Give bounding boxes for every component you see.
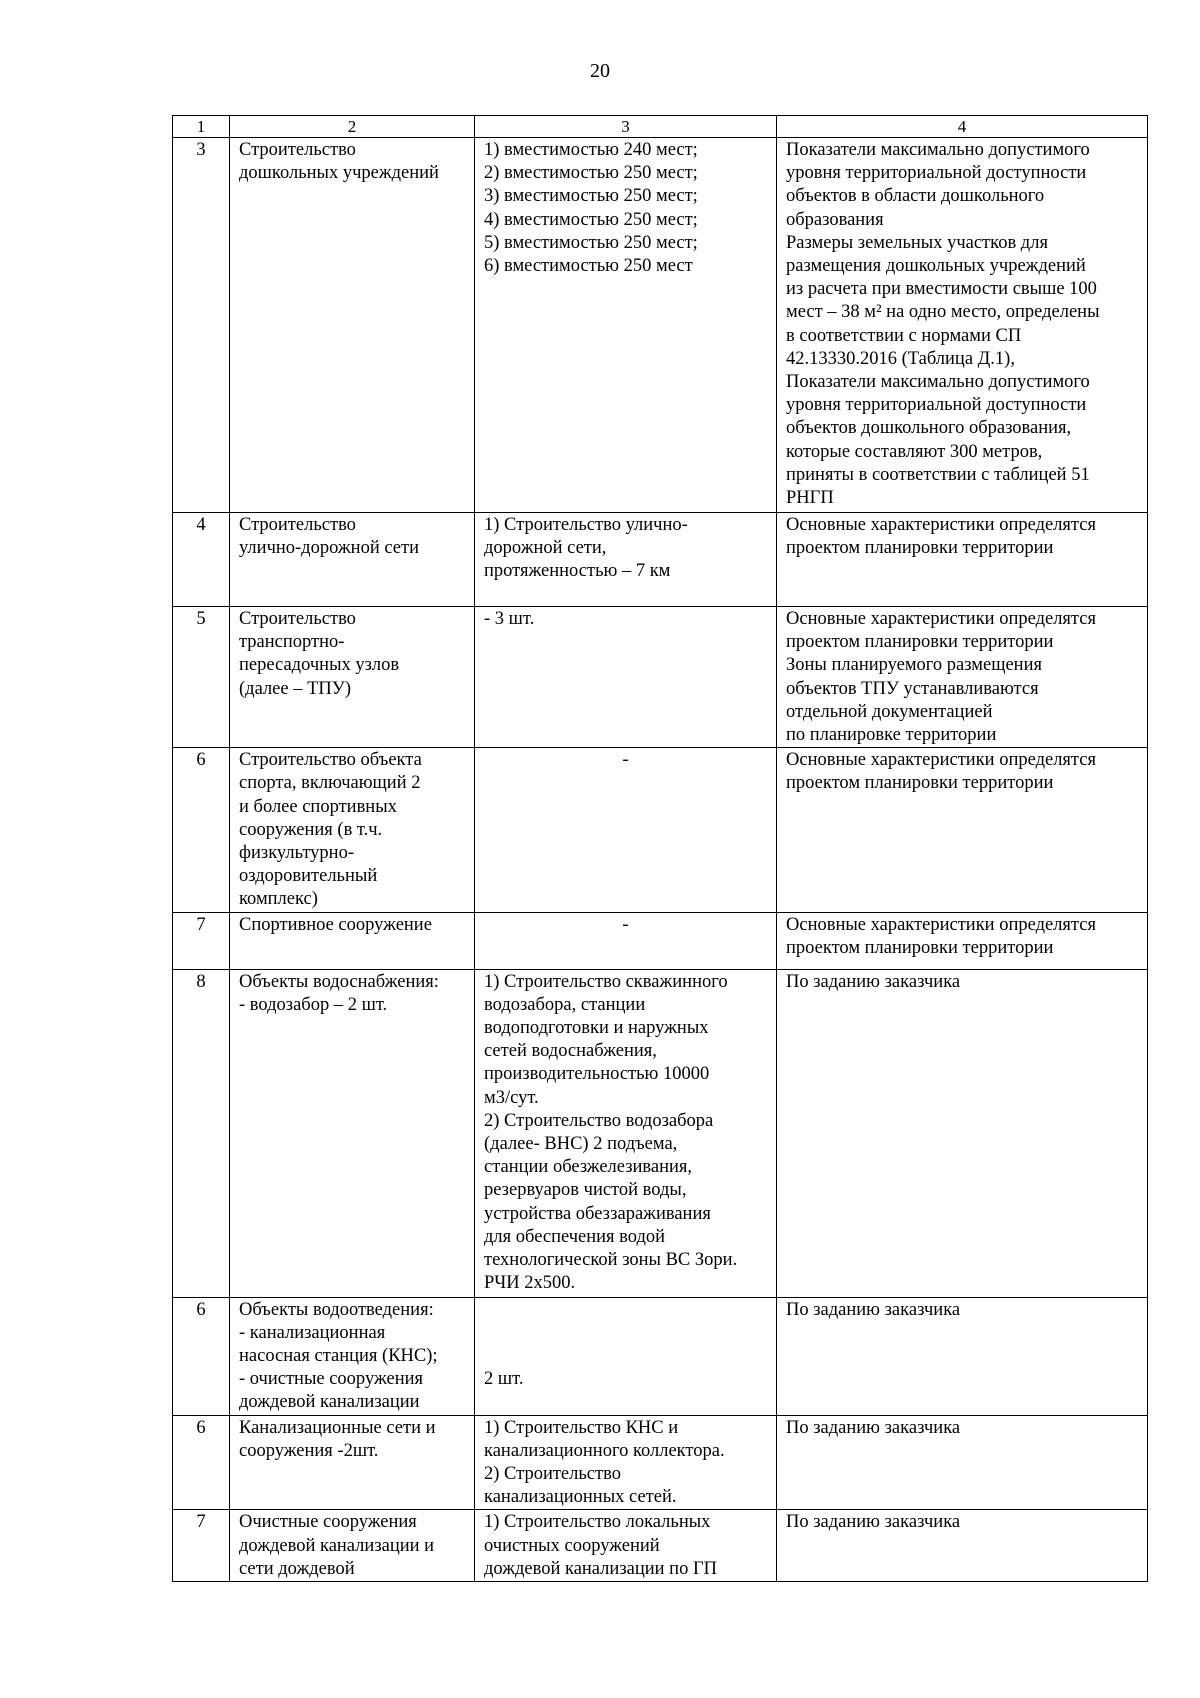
object-name-cell-line: транспортно- (239, 632, 345, 653)
notes-cell-line: уровня территориальной доступности (786, 163, 1087, 184)
object-name-cell-line: пересадочных узлов (239, 655, 400, 676)
object-name-cell-line: дождевой канализации и (239, 1535, 435, 1556)
parameters-cell-line: (далее- ВНС) 2 подъема, (484, 1134, 678, 1155)
notes-cell-line: Показатели максимально допустимого (786, 372, 1090, 393)
object-name-cell-line: Объекты водоотведения: (239, 1299, 434, 1320)
parameters-cell-line: 3) вместимостью 250 мест; (484, 186, 698, 207)
notes-cell-line: проектом планировки территории (786, 773, 1054, 794)
parameters-cell-line: 1) Строительство КНС и (484, 1417, 679, 1438)
parameters-cell-line: 2) Строительство водозабора (484, 1110, 714, 1131)
parameters-cell-line: устройства обеззараживания (484, 1203, 711, 1224)
table-row (173, 1297, 1148, 1415)
notes-cell (777, 513, 1148, 607)
notes-cell-line: проектом планировки территории (786, 937, 1054, 958)
parameters-cell (475, 969, 777, 1297)
parameters-cell-line: для обеспечения водой (484, 1226, 666, 1247)
notes-cell-line: объектов ТПУ устанавливаются (786, 678, 1039, 699)
table-row (173, 1415, 1148, 1510)
object-name-cell-line: Объекты водоснабжения: (239, 971, 439, 992)
parameters-cell-line: - (622, 914, 629, 935)
parameters-cell-line: 6) вместимостью 250 мест (484, 256, 693, 277)
object-name-cell-line: физкультурно- (239, 843, 354, 864)
parameters-cell (475, 513, 777, 607)
object-name-cell (230, 969, 475, 1297)
parameters-cell-line: 1) Строительство скважинного (484, 971, 728, 992)
object-name-cell-line: сети дождевой (239, 1558, 355, 1579)
parameters-cell-line: очистных сооружений (484, 1535, 660, 1556)
parameters-cell-line: производительностью 10000 (484, 1064, 710, 1085)
notes-cell-line: Основные характеристики определятся (786, 914, 1096, 935)
parameters-cell (475, 748, 777, 912)
object-name-cell-line: спорта, включающий 2 (239, 773, 421, 794)
parameters-cell-line: дождевой канализации по ГП (484, 1558, 717, 1579)
notes-cell (777, 912, 1148, 969)
notes-cell-line: По заданию заказчика (786, 971, 961, 992)
notes-cell-line: уровня территориальной доступности (786, 395, 1087, 416)
object-name-cell-line: - очистные сооружения (239, 1369, 424, 1390)
notes-cell-line: по планировке территории (786, 725, 997, 746)
row-number-cell: 6 (173, 1297, 230, 1415)
object-name-cell-line: и более спортивных (239, 796, 397, 817)
row-number-cell: 5 (173, 607, 230, 748)
parameters-cell-line: протяженностью – 7 км (484, 561, 671, 582)
object-name-cell-line: Строительство (239, 609, 356, 629)
object-name-cell-line: - водозабор – 2 шт. (239, 994, 388, 1015)
object-name-cell-line: насосная станция (КНС); (239, 1346, 438, 1367)
notes-cell (777, 1510, 1148, 1582)
object-name-cell-line: Очистные сооружения (239, 1512, 417, 1533)
notes-cell-line: Основные характеристики определятся (786, 750, 1096, 771)
notes-cell-line: 42.13330.2016 (Таблица Д.1), (786, 348, 1015, 369)
notes-cell (777, 1415, 1148, 1510)
object-name-cell-line: - канализационная (239, 1322, 386, 1343)
row-number-cell: 7 (173, 912, 230, 969)
object-name-cell (230, 1510, 475, 1582)
object-name-cell-line: дождевой канализации (239, 1392, 420, 1413)
parameters-cell-line: - (622, 750, 629, 771)
row-number-cell: 6 (173, 1415, 230, 1510)
notes-cell-line: РНГП (786, 488, 834, 509)
row-number-cell: 6 (173, 748, 230, 912)
notes-cell-line: мест – 38 м² на одно место, определены (786, 302, 1100, 323)
notes-cell (777, 748, 1148, 912)
notes-cell-line: в соответствии с нормами СП (786, 325, 1022, 346)
object-name-cell (230, 513, 475, 607)
notes-cell (777, 138, 1148, 513)
object-name-cell (230, 1415, 475, 1510)
row-number-cell: 8 (173, 969, 230, 1297)
notes-cell (777, 1297, 1148, 1415)
header-cell-2: 2 (230, 116, 475, 138)
notes-cell-line: Основные характеристики определятся (786, 515, 1096, 535)
notes-cell-line: объектов в области дошкольного (786, 186, 1045, 207)
notes-cell-line: По заданию заказчика (786, 1512, 961, 1533)
row-number-cell: 7 (173, 1510, 230, 1582)
notes-cell (777, 607, 1148, 748)
parameters-cell-line: 1) Строительство улично- (484, 515, 688, 535)
parameters-cell-line: канализационного коллектора. (484, 1440, 725, 1461)
parameters-cell-line: станции обезжелезивания, (484, 1157, 693, 1178)
header-cell-4: 4 (777, 116, 1148, 138)
parameters-cell (475, 607, 777, 748)
notes-cell-line: Размеры земельных участков для (786, 232, 1048, 253)
parameters-cell (475, 1415, 777, 1510)
parameters-cell-line: РЧИ 2х500. (484, 1273, 576, 1294)
object-name-cell-line: Строительство (239, 515, 356, 535)
notes-cell-line: размещения дошкольных учреждений (786, 256, 1086, 277)
notes-cell-line: отдельной документацией (786, 701, 993, 722)
parameters-cell-line: 1) вместимостью 240 мест; (484, 140, 698, 160)
parameters-cell-line: - 3 шт. (484, 609, 535, 629)
notes-cell-line: Показатели максимально допустимого (786, 140, 1090, 160)
object-name-cell-line: Строительство (239, 140, 356, 160)
notes-cell-line: Зоны планируемого размещения (786, 655, 1042, 676)
parameters-cell-line: 2) Строительство (484, 1464, 621, 1485)
notes-cell-line: образования (786, 209, 884, 230)
parameters-cell-line: 2) вместимостью 250 мест; (484, 163, 698, 184)
header-cell-1: 1 (173, 116, 230, 138)
table-row (173, 138, 1148, 513)
parameters-cell-line: водозабора, станции (484, 994, 646, 1015)
row-number-cell: 4 (173, 513, 230, 607)
table-row (173, 513, 1148, 607)
object-name-cell-line: Строительство объекта (239, 750, 422, 771)
notes-cell-line: По заданию заказчика (786, 1417, 961, 1438)
parameters-cell (475, 138, 777, 513)
parameters-cell-line: технологической зоны ВС Зори. (484, 1250, 738, 1271)
object-name-cell-line: (далее – ТПУ) (239, 678, 352, 699)
parameters-cell-line: сетей водоснабжения, (484, 1041, 657, 1062)
row-number-cell: 3 (173, 138, 230, 513)
parameters-cell-line: дорожной сети, (484, 538, 607, 559)
notes-cell (777, 969, 1148, 1297)
object-name-cell-line: сооружения -2шт. (239, 1440, 379, 1461)
object-name-cell-line: улично-дорожной сети (239, 538, 419, 559)
parameters-cell (475, 912, 777, 969)
notes-cell-line: По заданию заказчика (786, 1299, 961, 1320)
object-name-cell (230, 1297, 475, 1415)
object-name-cell-line: сооружения (в т.ч. (239, 819, 383, 840)
parameters-cell-line: 5) вместимостью 250 мест; (484, 232, 698, 253)
parameters-cell-line: м3/сут. (484, 1087, 539, 1108)
parameters-cell-line: канализационных сетей. (484, 1487, 677, 1508)
object-name-cell (230, 138, 475, 513)
table-row (173, 1510, 1148, 1582)
notes-cell-line: Основные характеристики определятся (786, 609, 1096, 629)
table-row (173, 748, 1148, 912)
notes-cell-line: приняты в соответствии с таблицей 51 (786, 464, 1090, 485)
object-name-cell-line: Спортивное сооружение (239, 914, 432, 935)
table-row (173, 607, 1148, 748)
object-name-cell (230, 912, 475, 969)
parameters-cell-line: водоподготовки и наружных (484, 1018, 709, 1039)
notes-cell-line: объектов дошкольного образования, (786, 418, 1072, 439)
object-name-cell-line: дошкольных учреждений (239, 163, 439, 184)
header-cell-3: 3 (475, 116, 777, 138)
object-name-cell-line: Канализационные сети и (239, 1417, 436, 1438)
parameters-cell (475, 1510, 777, 1582)
object-name-cell-line: оздоровительный (239, 866, 378, 887)
notes-cell-line: проектом планировки территории (786, 632, 1054, 653)
notes-cell-line: из расчета при вместимости свыше 100 (786, 279, 1097, 300)
notes-cell-line: проектом планировки территории (786, 538, 1054, 559)
object-name-cell (230, 607, 475, 748)
notes-cell-line: которые составляют 300 метров, (786, 441, 1043, 462)
object-name-cell (230, 748, 475, 912)
table-row (173, 969, 1148, 1297)
table-row (173, 912, 1148, 969)
parameters-cell-line: резервуаров чистой воды, (484, 1180, 687, 1201)
document-table (172, 115, 1148, 1582)
table-body (173, 116, 1148, 1582)
object-name-cell-line: комплекс) (239, 889, 318, 910)
parameters-cell-line: 1) Строительство локальных (484, 1512, 711, 1533)
table-header-row (173, 116, 1148, 138)
parameters-cell-line: 2 шт. (484, 1368, 524, 1389)
page-number: 20 (590, 60, 610, 82)
parameters-cell-line: 4) вместимостью 250 мест; (484, 209, 698, 230)
parameters-cell (475, 1297, 777, 1415)
